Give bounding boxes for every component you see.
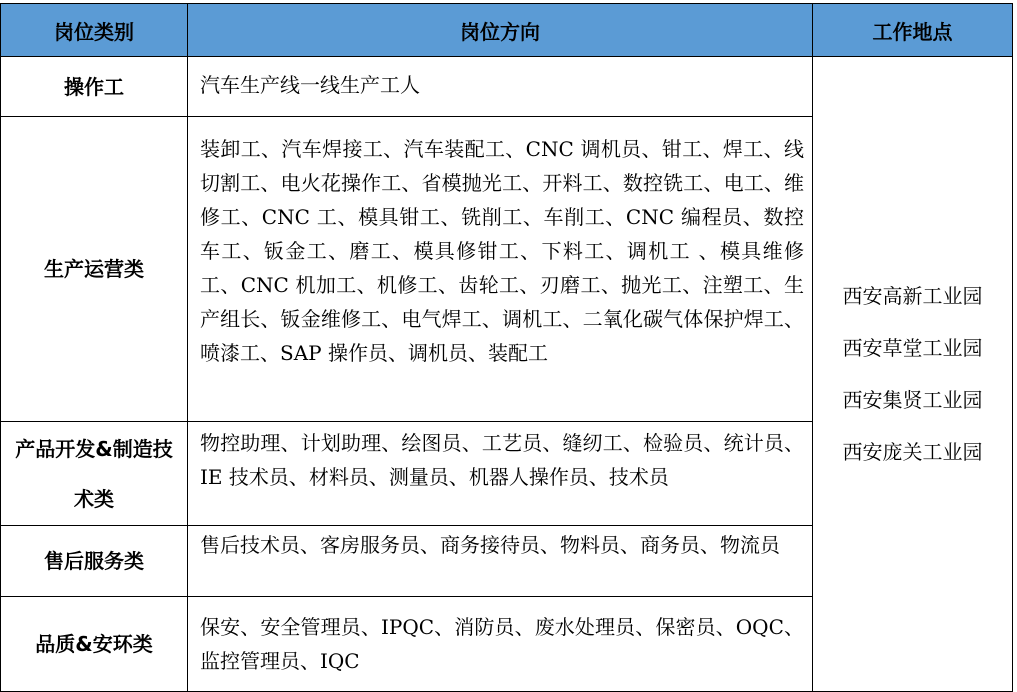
table-row <box>1 57 1013 117</box>
direction-cell: 装卸工、汽车焊接工、汽车装配工、CNC 调机员、钳工、焊工、线切割工、电火花操作工、省模抛光工、开料工、数控铣工、电工、维修工、CNC 工、模具钳工、铣削工、车削工、CNC 编程员、数控车工、钣金工、磨工、模具修钳工、下料工、调机工 、模具维修工、CNC 机加工、机修工、齿轮工、刃磨工、抛光工、注塑工、生产组长、钣金维修工、电气焊工、调机工、二氧化碳气体保护焊工、喷漆工、SAP 操作员、调机员、装配工 <box>188 117 813 422</box>
location-list <box>813 270 1012 478</box>
location-item: 西安集贤工业园 <box>842 388 983 412</box>
category-cell: 产品开发&制造技术类 <box>1 422 188 526</box>
job-positions-table <box>0 3 1013 692</box>
header-location: 工作地点 <box>813 4 1013 57</box>
direction-cell: 物控助理、计划助理、绘图员、工艺员、缝纫工、检验员、统计员、IE 技术员、材料员、测量员、机器人操作员、技术员 <box>188 422 813 526</box>
direction-cell: 汽车生产线一线生产工人 <box>188 57 813 117</box>
category-cell: 售后服务类 <box>1 526 188 597</box>
location-cell <box>813 57 1013 692</box>
category-cell: 品质&安环类 <box>1 597 188 692</box>
direction-cell: 保安、安全管理员、IPQC、消防员、废水处理员、保密员、OQC、监控管理员、IQC <box>188 597 813 692</box>
header-row <box>1 4 1013 57</box>
location-item: 西安草堂工业园 <box>842 336 983 360</box>
location-item: 西安庞关工业园 <box>842 440 983 464</box>
location-item: 西安高新工业园 <box>842 284 983 308</box>
category-cell: 生产运营类 <box>1 117 188 422</box>
direction-cell: 售后技术员、客房服务员、商务接待员、物料员、商务员、物流员 <box>188 526 813 597</box>
header-direction: 岗位方向 <box>188 4 813 57</box>
header-category: 岗位类别 <box>1 4 188 57</box>
category-cell: 操作工 <box>1 57 188 117</box>
